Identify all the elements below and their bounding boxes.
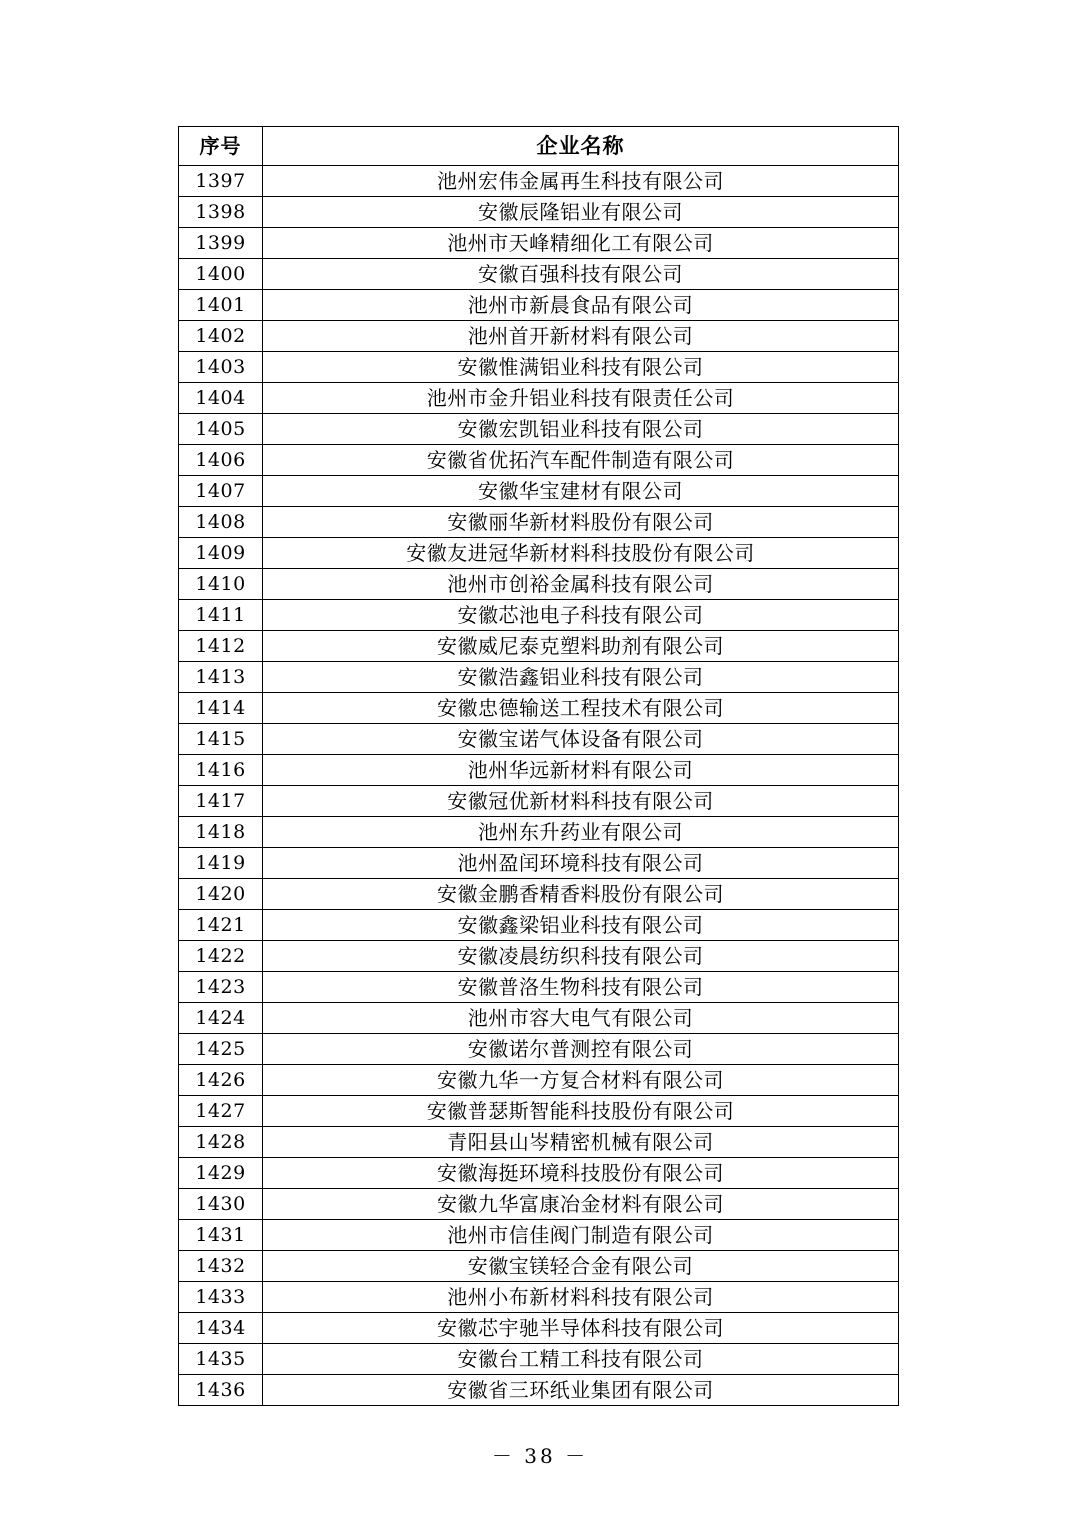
table-row (179, 662, 899, 693)
column-header-sequence: 序号 (179, 127, 263, 166)
cell-enterprise-name: 池州小布新材料科技有限公司 (263, 1282, 899, 1313)
cell-enterprise-name: 安徽友进冠华新材料科技股份有限公司 (263, 538, 899, 569)
cell-enterprise-name: 安徽冠优新材料科技有限公司 (263, 786, 899, 817)
cell-sequence: 1429 (179, 1158, 263, 1189)
table-row (179, 600, 899, 631)
enterprise-listing-table (178, 126, 899, 1406)
table-row (179, 476, 899, 507)
cell-sequence: 1411 (179, 600, 263, 631)
cell-enterprise-name: 安徽百强科技有限公司 (263, 259, 899, 290)
cell-enterprise-name: 池州市信佳阀门制造有限公司 (263, 1220, 899, 1251)
table-row (179, 941, 899, 972)
cell-sequence: 1433 (179, 1282, 263, 1313)
cell-sequence: 1421 (179, 910, 263, 941)
cell-enterprise-name: 安徽宝镁轻合金有限公司 (263, 1251, 899, 1282)
cell-sequence: 1422 (179, 941, 263, 972)
table-row (179, 1158, 899, 1189)
cell-sequence: 1434 (179, 1313, 263, 1344)
cell-enterprise-name: 安徽华宝建材有限公司 (263, 476, 899, 507)
table-row (179, 569, 899, 600)
table-row (179, 693, 899, 724)
table-row (179, 1189, 899, 1220)
cell-sequence: 1430 (179, 1189, 263, 1220)
table-row (179, 848, 899, 879)
cell-sequence: 1417 (179, 786, 263, 817)
cell-enterprise-name: 池州市金升铝业科技有限责任公司 (263, 383, 899, 414)
cell-enterprise-name: 池州市容大电气有限公司 (263, 1003, 899, 1034)
table-row (179, 1375, 899, 1406)
table-row (179, 631, 899, 662)
cell-enterprise-name: 安徽海挺环境科技股份有限公司 (263, 1158, 899, 1189)
table-row (179, 259, 899, 290)
cell-sequence: 1415 (179, 724, 263, 755)
cell-enterprise-name: 安徽普洛生物科技有限公司 (263, 972, 899, 1003)
table-row (179, 1282, 899, 1313)
enterprise-listing-table-wrapper (178, 126, 898, 1406)
table-row (179, 1344, 899, 1375)
cell-sequence: 1404 (179, 383, 263, 414)
table-body (179, 166, 899, 1406)
table-row (179, 724, 899, 755)
table-row (179, 290, 899, 321)
cell-enterprise-name: 安徽惟满铝业科技有限公司 (263, 352, 899, 383)
cell-sequence: 1420 (179, 879, 263, 910)
cell-sequence: 1431 (179, 1220, 263, 1251)
cell-enterprise-name: 安徽九华富康冶金材料有限公司 (263, 1189, 899, 1220)
table-row (179, 321, 899, 352)
cell-enterprise-name: 安徽台工精工科技有限公司 (263, 1344, 899, 1375)
table-row (179, 1251, 899, 1282)
table-row (179, 879, 899, 910)
cell-enterprise-name: 池州华远新材料有限公司 (263, 755, 899, 786)
table-row (179, 1003, 899, 1034)
cell-sequence: 1401 (179, 290, 263, 321)
page-number-footer: － 38 － (491, 1444, 589, 1468)
cell-enterprise-name: 池州首开新材料有限公司 (263, 321, 899, 352)
cell-enterprise-name: 池州盈闰环境科技有限公司 (263, 848, 899, 879)
cell-enterprise-name: 青阳县山岑精密机械有限公司 (263, 1127, 899, 1158)
table-header-row (179, 127, 899, 166)
table-row (179, 786, 899, 817)
cell-enterprise-name: 安徽省优拓汽车配件制造有限公司 (263, 445, 899, 476)
cell-enterprise-name: 安徽浩鑫铝业科技有限公司 (263, 662, 899, 693)
cell-enterprise-name: 安徽诺尔普测控有限公司 (263, 1034, 899, 1065)
table-row (179, 1034, 899, 1065)
cell-enterprise-name: 安徽宏凯铝业科技有限公司 (263, 414, 899, 445)
cell-enterprise-name: 安徽芯宇驰半导体科技有限公司 (263, 1313, 899, 1344)
cell-sequence: 1406 (179, 445, 263, 476)
cell-enterprise-name: 池州市创裕金属科技有限公司 (263, 569, 899, 600)
cell-sequence: 1410 (179, 569, 263, 600)
cell-sequence: 1436 (179, 1375, 263, 1406)
cell-enterprise-name: 安徽辰隆铝业有限公司 (263, 197, 899, 228)
table-row (179, 414, 899, 445)
cell-sequence: 1400 (179, 259, 263, 290)
table-row (179, 383, 899, 414)
cell-enterprise-name: 安徽威尼泰克塑料助剂有限公司 (263, 631, 899, 662)
table-row (179, 817, 899, 848)
cell-sequence: 1413 (179, 662, 263, 693)
table-row (179, 910, 899, 941)
cell-enterprise-name: 安徽芯池电子科技有限公司 (263, 600, 899, 631)
table-row (179, 1065, 899, 1096)
table-header (179, 127, 899, 166)
table-row (179, 445, 899, 476)
cell-enterprise-name: 安徽忠德输送工程技术有限公司 (263, 693, 899, 724)
table-row (179, 1096, 899, 1127)
cell-sequence: 1419 (179, 848, 263, 879)
cell-enterprise-name: 安徽凌晨纺织科技有限公司 (263, 941, 899, 972)
table-row (179, 538, 899, 569)
cell-sequence: 1423 (179, 972, 263, 1003)
cell-sequence: 1426 (179, 1065, 263, 1096)
cell-enterprise-name: 池州宏伟金属再生科技有限公司 (263, 166, 899, 197)
cell-enterprise-name: 安徽宝诺气体设备有限公司 (263, 724, 899, 755)
cell-sequence: 1403 (179, 352, 263, 383)
cell-sequence: 1407 (179, 476, 263, 507)
cell-sequence: 1412 (179, 631, 263, 662)
cell-sequence: 1418 (179, 817, 263, 848)
table-row (179, 507, 899, 538)
cell-sequence: 1425 (179, 1034, 263, 1065)
cell-sequence: 1424 (179, 1003, 263, 1034)
cell-sequence: 1414 (179, 693, 263, 724)
table-row (179, 1127, 899, 1158)
cell-enterprise-name: 安徽金鹏香精香料股份有限公司 (263, 879, 899, 910)
cell-sequence: 1427 (179, 1096, 263, 1127)
cell-enterprise-name: 池州市天峰精细化工有限公司 (263, 228, 899, 259)
cell-sequence: 1408 (179, 507, 263, 538)
column-header-enterprise-name: 企业名称 (263, 127, 899, 166)
cell-sequence: 1399 (179, 228, 263, 259)
cell-sequence: 1405 (179, 414, 263, 445)
cell-enterprise-name: 池州东升药业有限公司 (263, 817, 899, 848)
cell-enterprise-name: 安徽省三环纸业集团有限公司 (263, 1375, 899, 1406)
table-row (179, 228, 899, 259)
cell-sequence: 1398 (179, 197, 263, 228)
cell-enterprise-name: 安徽九华一方复合材料有限公司 (263, 1065, 899, 1096)
cell-sequence: 1402 (179, 321, 263, 352)
cell-sequence: 1409 (179, 538, 263, 569)
cell-sequence: 1432 (179, 1251, 263, 1282)
cell-sequence: 1435 (179, 1344, 263, 1375)
table-row (179, 1313, 899, 1344)
table-row (179, 197, 899, 228)
table-row (179, 352, 899, 383)
cell-enterprise-name: 安徽鑫梁铝业科技有限公司 (263, 910, 899, 941)
table-row (179, 166, 899, 197)
cell-sequence: 1416 (179, 755, 263, 786)
cell-sequence: 1397 (179, 166, 263, 197)
cell-enterprise-name: 安徽普瑟斯智能科技股份有限公司 (263, 1096, 899, 1127)
cell-sequence: 1428 (179, 1127, 263, 1158)
table-row (179, 1220, 899, 1251)
cell-enterprise-name: 池州市新晨食品有限公司 (263, 290, 899, 321)
cell-enterprise-name: 安徽丽华新材料股份有限公司 (263, 507, 899, 538)
table-row (179, 755, 899, 786)
table-row (179, 972, 899, 1003)
